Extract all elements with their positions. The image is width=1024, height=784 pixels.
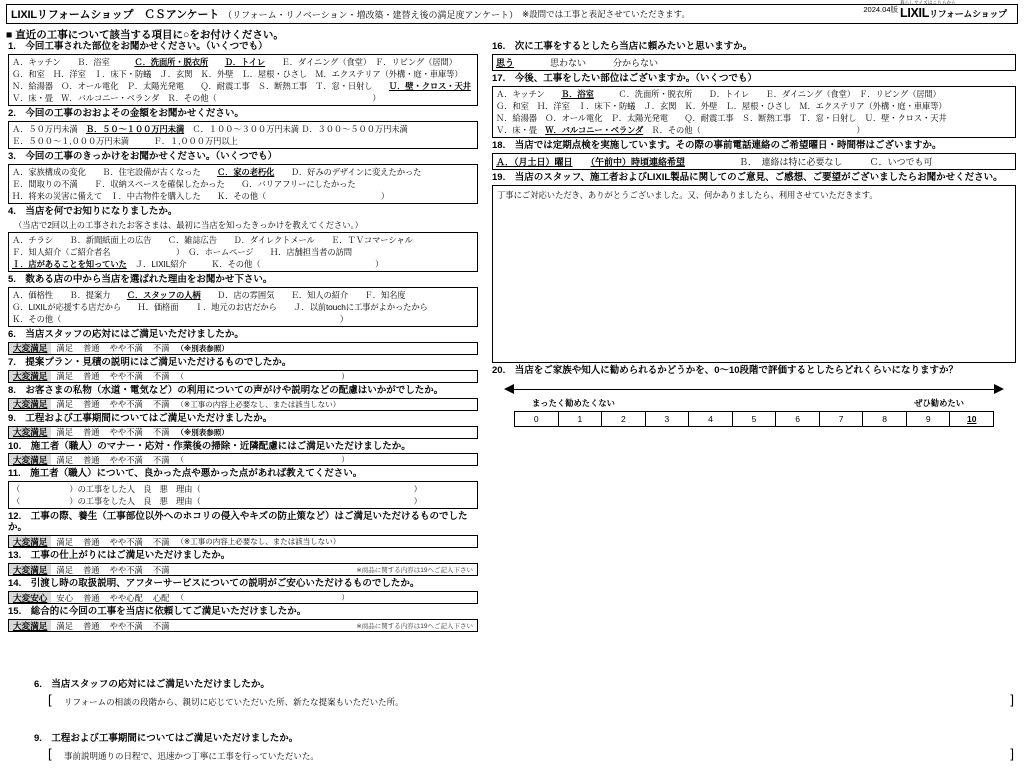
option-line[interactable]: Ｇ．和室 Ｈ．洋室 Ｉ．床下・防蟻 Ｊ．玄関 Ｋ．外壁 Ｌ．屋根・ひさし Ｍ．エクステリア（外構・庭・車庫等）: [496, 100, 947, 111]
question-4-subtext: （当店で2回以上の工事されたお客さまは、最初に当店を知ったきっかけを教えてください。）: [14, 219, 363, 230]
rating-scale[interactable]: [8, 342, 478, 355]
option-line[interactable]: Ｆ．知人紹介（ご紹介者名 ） Ｇ．ホームページ Ｈ．店舗担当者の訪問: [12, 246, 352, 257]
option-line[interactable]: Ｋ．その他（ ）: [12, 313, 349, 324]
question-2: [8, 109, 478, 149]
lixil-logo: [900, 1, 1018, 19]
option-line[interactable]: Ａ．チラシ Ｂ．新聞紙面上の広告 Ｃ．雑誌広告 Ｄ．ダイレクトメール Ｅ．ＴＶコマーシャル: [12, 234, 413, 245]
question-16: [492, 42, 1016, 71]
rating-option[interactable]: 普通: [83, 343, 100, 354]
rating-option[interactable]: 満足: [56, 343, 73, 354]
option-line[interactable]: Ａ．（月土日）曜日 （午前中）時頃連絡希望 Ｂ． 連絡は特に必要なし Ｃ．いつでも可: [496, 156, 933, 167]
question-15: [8, 607, 478, 632]
rating-note: （※別表参照）: [176, 427, 229, 437]
nps-right-label: ぜひ勧めたい: [914, 397, 964, 408]
question-13: [8, 551, 478, 576]
rating-note: （ ）: [176, 593, 349, 603]
logo-shop: リフォームショップ: [929, 9, 1007, 19]
question-7-heading: 7. 提案プラン・見積の説明にはご満足いただけるものでしたか。: [8, 356, 292, 368]
question-6-heading: 6. 当店スタッフの応対にはご満足いただけましたか。: [8, 328, 244, 340]
rating-option[interactable]: やや不満: [109, 399, 143, 410]
option-line[interactable]: Ａ．価格性 Ｂ．提案力 Ｃ．スタッフの人柄 Ｄ．店の雰囲気 Ｅ．知人の紹介 Ｆ．知名度: [12, 289, 406, 300]
rating-scale[interactable]: [8, 453, 478, 466]
question-3: [8, 152, 478, 204]
nps-scale-widget[interactable]: [492, 381, 1016, 437]
arrow-right-icon: [994, 384, 1004, 394]
question-2-heading: 2. 今回の工事のおおよその金額をお聞かせください。: [8, 107, 244, 119]
bottom-comment-1: [8, 676, 1016, 722]
bottom-heading: 9. 工程および工事期間についてはご満足いただけましたか。: [34, 733, 299, 744]
bottom-answer-row[interactable]: [8, 692, 1016, 722]
question-3-options[interactable]: [8, 164, 478, 204]
question-4-options[interactable]: [8, 232, 478, 272]
rating-option[interactable]: やや不満: [109, 564, 143, 575]
option-line[interactable]: Ａ．家族構成の変化 Ｂ．住宅設備が古くなった Ｃ．家の老朽化 Ｄ．好みのデザインに変えたかった: [12, 166, 422, 177]
rating-selected[interactable]: 大変満足: [9, 536, 51, 547]
bracket-right: ]: [1010, 746, 1014, 761]
header-date: 2024.04版: [863, 5, 898, 14]
rating-option[interactable]: 満足: [56, 564, 73, 575]
question-13-heading: 13. 工事の仕上がりにはご満足いただけましたか。: [8, 550, 231, 562]
rating-option[interactable]: 満足: [56, 536, 73, 547]
option-line[interactable]: Ｇ．LIXILが応援する店だから Ｈ．価格面 Ｉ．地元のお店だから Ｊ．以前touchに工事がよかったから: [12, 301, 428, 312]
question-10: [8, 442, 478, 467]
bracket-left: [: [48, 692, 52, 707]
rating-selected[interactable]: 大変満足: [9, 454, 51, 465]
rating-selected[interactable]: 大変満足: [9, 371, 51, 382]
question-18-heading: 18. 当店では定期点検を実施しています。その際の事前電話連絡のご希望曜日・時間帯はございますか。: [492, 139, 942, 151]
rating-option[interactable]: やや心配: [109, 592, 143, 603]
question-1-options[interactable]: [8, 54, 478, 106]
rating-option[interactable]: やや不満: [109, 371, 143, 382]
rating-selected[interactable]: 大変安心: [9, 592, 51, 603]
rating-option[interactable]: 不満: [152, 454, 170, 465]
rating-scale[interactable]: [8, 370, 478, 383]
option-line[interactable]: Ｅ．間取りの不満 Ｆ．収納スペースを確保したかった Ｇ．バリアフリーにしたかった: [12, 178, 356, 189]
option-line[interactable]: Ｉ．店があることを知っていた Ｊ．LIXIL紹介 Ｋ．その他（ ）: [12, 258, 384, 269]
question-1-heading: 1. 今回工事された部位をお聞かせください。（いくつでも）: [8, 41, 268, 52]
nps-option-2[interactable]: 2: [602, 412, 646, 426]
question-19-heading: 19. 当店のスタッフ、施工者およびLIXIL製品に関してのご意見、ご感想、ご要望がございましたらお聞かせください。: [492, 171, 1003, 183]
rating-option[interactable]: 不満: [152, 427, 170, 438]
nps-option-7[interactable]: 7: [820, 412, 864, 426]
nps-arrow: [492, 381, 1016, 397]
nps-left-label: まったく勧めたくない: [532, 397, 615, 408]
rating-option[interactable]: 不満: [152, 536, 170, 547]
header-subtitle: （リフォーム・リノベーション・増改築・建替え後の満足度アンケート）: [223, 9, 518, 20]
bottom-answer-row[interactable]: [8, 746, 1016, 776]
question-15-heading: 15. 総合的に今回の工事を当店に依頼してご満足いただけましたか。: [8, 606, 307, 618]
question-5-options[interactable]: [8, 287, 478, 327]
rating-option[interactable]: やや不満: [109, 343, 143, 354]
rating-option[interactable]: 普通: [83, 592, 100, 603]
rating-scale[interactable]: [8, 619, 478, 632]
rating-scale[interactable]: [8, 535, 478, 548]
question-8: [8, 386, 478, 411]
rating-note: （※工事の内容上必要なし、または該当しない）: [176, 537, 341, 547]
rating-option[interactable]: 普通: [83, 536, 100, 547]
question-17: [492, 74, 1016, 138]
nps-scale-row[interactable]: [514, 411, 994, 427]
bottom-heading: 6. 当店スタッフの応対にはご満足いただけましたか。: [34, 679, 270, 690]
question-8-heading: 8. お客さまの私物（水道・電気など）の利用についての声がけや説明などの配慮はいかがでしたか。: [8, 384, 444, 396]
question-9-heading: 9. 工程および工事期間についてはご満足いただけましたか。: [8, 412, 273, 424]
logo-text: [900, 6, 1018, 20]
answer-line[interactable]: （ ）の工事をした人 良 悪 理由（ ）: [12, 496, 422, 507]
rating-note: （※工事の内容上必要なし、または該当しない）: [176, 399, 341, 409]
rating-option[interactable]: やや不満: [109, 620, 143, 631]
rating-selected[interactable]: 大変満足: [9, 343, 51, 354]
option-line[interactable]: Ｈ．将来の災害に備えて Ｉ．中古物件を購入した Ｋ．その他（ ）: [12, 190, 390, 201]
page-title: LIXILリフォームショップ ＣＳアンケート: [11, 9, 220, 21]
question-16-options[interactable]: [492, 54, 1016, 71]
logo-brand: LIXIL: [900, 6, 930, 20]
rating-option[interactable]: 普通: [83, 427, 100, 438]
question-11-answer-area[interactable]: [8, 481, 478, 509]
rating-option[interactable]: 不満: [152, 399, 170, 410]
rating-selected[interactable]: 大変満足: [9, 620, 51, 631]
question-19-answer[interactable]: 丁事にご対応いただき、ありがとうございました。又、何かありましたら、利用させていただきます。: [492, 185, 1016, 363]
option-line[interactable]: Ｅ．５００～１,０００万円未満 Ｆ．１,０００万円以上: [12, 135, 238, 146]
nps-option-8[interactable]: 8: [863, 412, 907, 426]
arrow-left-icon: [504, 384, 514, 394]
section-instruction: ■ 直近の工事について該当する項目に○をお付けください。: [6, 29, 284, 41]
question-11: [8, 469, 478, 509]
rating-scale[interactable]: [8, 563, 478, 576]
bracket-right: ]: [1010, 692, 1014, 707]
rating-scale[interactable]: [8, 426, 478, 439]
question-12: [8, 512, 478, 548]
question-6: [8, 330, 478, 355]
nps-option-3[interactable]: 3: [646, 412, 690, 426]
rating-selected[interactable]: 大変満足: [9, 399, 51, 410]
rating-option[interactable]: 不満: [152, 343, 170, 354]
rating-option[interactable]: 普通: [83, 454, 100, 465]
rating-option[interactable]: 不満: [152, 371, 170, 382]
question-20-heading: 20. 当店をご家族や知人に勧められるかどうかを、0～10段階で評価するとしたらどれくらいになりますか？: [492, 364, 959, 376]
rating-option[interactable]: 不満: [152, 564, 170, 575]
nps-axis-line: [514, 389, 994, 390]
option-line[interactable]: Ｖ．床・畳 Ｗ．バルコニー・ベランダ Ｒ．その他（ ）: [12, 92, 381, 103]
answer-line[interactable]: （ ）の工事をした人 良 悪 理由（ ）: [12, 484, 422, 495]
bracket-left: [: [48, 746, 52, 761]
rating-scale[interactable]: [8, 398, 478, 411]
bottom-answer-text[interactable]: 事前説明通りの日程で、迅速かつ丁寧に工事を行っていただいた。: [64, 751, 319, 761]
question-4: [8, 207, 478, 272]
option-line[interactable]: Ｎ．給湯器 Ｏ．オール電化 Ｐ．太陽光発電 Ｑ．耐震工事 Ｓ．断熱工事 Ｔ．窓・日射し Ｕ．壁・クロス・天井: [12, 80, 471, 91]
nps-option-6[interactable]: 6: [776, 412, 820, 426]
rating-option[interactable]: 普通: [83, 620, 100, 631]
question-20: [492, 366, 1016, 437]
question-14-heading: 14. 引渡し時の取扱説明、アフターサービスについての説明がご安心いただけるものでしたか。: [8, 578, 420, 590]
option-line[interactable]: Ｎ．給湯器 Ｏ．オール電化 Ｐ．太陽光発電 Ｑ．耐震工事 Ｓ．断熱工事 Ｔ．窓・日射し Ｕ．壁・クロス・天井: [496, 112, 947, 123]
option-line[interactable]: 思う 思わない 分からない: [496, 57, 659, 68]
rating-option[interactable]: 普通: [83, 564, 100, 575]
rating-selected[interactable]: 大変満足: [9, 427, 51, 438]
rating-option[interactable]: 普通: [83, 399, 100, 410]
question-3-heading: 3. 今回の工事のきっかけをお聞かせください。（いくつでも）: [8, 150, 278, 162]
option-line[interactable]: Ｇ．和室 Ｈ．洋室 Ｉ．床下・防蟻 Ｊ．玄関 Ｋ．外壁 Ｌ．屋根・ひさし Ｍ．エクステリア（外構・庭・車庫等）: [12, 68, 463, 79]
nps-labels: [492, 397, 1016, 409]
rating-option[interactable]: やや不満: [109, 454, 143, 465]
rating-note: （ ）: [176, 371, 349, 381]
rating-option[interactable]: 満足: [56, 454, 73, 465]
question-10-heading: 10. 施工者（職人）のマナー・応対・作業後の掃除・近隣配慮にはご満足いただけましたか。: [8, 440, 411, 452]
nps-option-10-selected[interactable]: 10: [967, 413, 977, 424]
question-7: [8, 358, 478, 383]
question-5: [8, 275, 478, 327]
rating-option[interactable]: 満足: [56, 399, 73, 410]
rating-note: ※商品に関する内容は19へご記入下さい: [356, 623, 473, 631]
rating-note: （※別表参照）: [176, 343, 229, 353]
rating-option[interactable]: やや不満: [109, 427, 143, 438]
question-19: [492, 173, 1016, 363]
nps-option-1[interactable]: 1: [559, 412, 603, 426]
rating-option[interactable]: 満足: [56, 427, 73, 438]
question-5-heading: 5. 数ある店の中から当店を選ばれた理由をお聞かせ下さい。: [8, 273, 273, 285]
option-line[interactable]: Ａ．５０万円未満 Ｂ．５０～１００万円未満 Ｃ．１００～３００万円未満 Ｄ．３００～５００万円未満: [12, 123, 408, 134]
rating-option[interactable]: やや不満: [109, 536, 143, 547]
question-18-options[interactable]: [492, 153, 1016, 170]
rating-option[interactable]: 満足: [56, 620, 73, 631]
question-17-options[interactable]: [492, 86, 1016, 138]
option-line[interactable]: Ａ．キッチン Ｂ．浴室 Ｃ．洗面所・脱衣所 Ｄ．トイレ Ｅ．ダイニング（食堂） Ｆ．リビング（居間）: [12, 56, 457, 67]
question-12-heading: 12. 工事の際、養生（工事部位以外へのホコリの侵入やキズの防止策など）はご満足いただけるものでしたか。: [8, 511, 468, 534]
rating-option[interactable]: 不満: [152, 620, 170, 631]
left-column: [8, 42, 478, 635]
header-note: ※設問では工事と表記させていただきます。: [522, 9, 690, 19]
question-4-heading: 4. 当店を何でお知りになりましたか。: [8, 205, 178, 217]
option-line[interactable]: Ａ．キッチン Ｂ．浴室 Ｃ．洗面所・脱衣所 Ｄ．トイレ Ｅ．ダイニング（食堂） Ｆ．リビング（居間）: [496, 88, 941, 99]
rating-scale[interactable]: [8, 591, 478, 604]
question-2-options[interactable]: [8, 121, 478, 149]
question-9: [8, 414, 478, 439]
rating-selected[interactable]: 大変満足: [9, 564, 51, 575]
rating-option[interactable]: 普通: [83, 371, 100, 382]
nps-option-0[interactable]: 0: [515, 412, 559, 426]
rating-note: （ ）: [176, 455, 349, 465]
option-line[interactable]: Ｖ．床・畳 Ｗ．バルコニー・ベランダ Ｒ．その他（ ）: [496, 124, 865, 135]
question-11-heading: 11. 施工者（職人）について、良かった点や悪かった点があれば教えてください。: [8, 468, 363, 480]
nps-option-4[interactable]: 4: [689, 412, 733, 426]
bottom-answer-text[interactable]: リフォームの相談の段階から、親切に応じていただいた所、新たな提案もいただいた所。: [64, 697, 404, 707]
right-column: [492, 42, 1016, 440]
nps-option-5[interactable]: 5: [733, 412, 777, 426]
question-17-heading: 17. 今後、工事をしたい部位はございますか。（いくつでも）: [492, 72, 757, 84]
question-1: [8, 42, 478, 106]
logo-tagline: 暮らしサイズはこちらから: [900, 0, 957, 5]
rating-option[interactable]: 心配: [152, 592, 170, 603]
nps-option-9[interactable]: 9: [907, 412, 951, 426]
question-18: [492, 141, 1016, 170]
bottom-comment-2: [8, 730, 1016, 776]
rating-note: ※商品に関する内容は19へご記入下さい: [356, 567, 473, 575]
question-14: [8, 579, 478, 604]
rating-option[interactable]: 満足: [56, 371, 73, 382]
rating-option[interactable]: 安心: [56, 592, 73, 603]
question-16-heading: 16. 次に工事をするとしたら当店に頼みたいと思いますか。: [492, 41, 753, 52]
